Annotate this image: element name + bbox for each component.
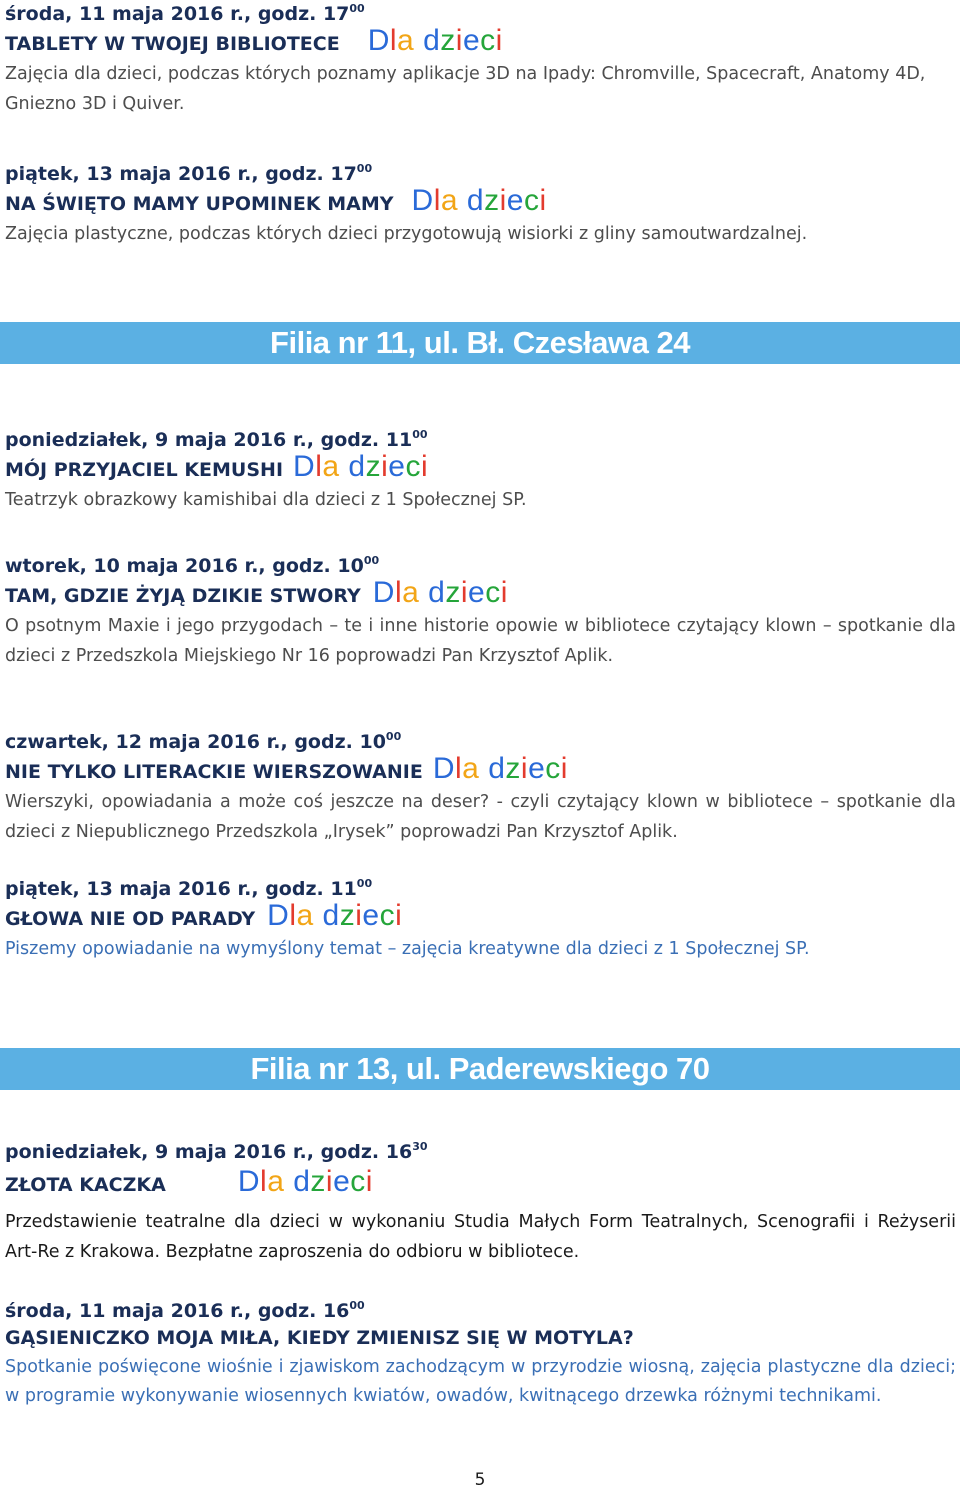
event-swieto-mamy [5, 162, 956, 249]
event-description: Zajęcia dla dzieci, podczas których poznamy aplikacje 3D na Ipady: Chromville, Spacecraft, Anatomy 4D, Gniezno 3D i Quiver. [5, 64, 926, 114]
event-gasieniczko [5, 1299, 956, 1411]
page-number: 5 [474, 1470, 486, 1490]
event-title: NIE TYLKO LITERACKIE WIERSZOWANIE Dla dzieci [5, 752, 568, 785]
event-date: środa, 11 maja 2016 r., godz. $17^{00}$ [5, 2, 365, 25]
event-wierszowanie [5, 730, 956, 847]
event-date: środa, 11 maja 2016 r., godz. $16^{00}$ [5, 1299, 365, 1322]
event-description: Teatrzyk obrazkowy kamishibai dla dzieci z 1 Społecznej SP. [5, 490, 527, 510]
event-description: Spotkanie poświęcone wiośnie i zjawiskom zachodzącym w przyrodzie wiosną, zajęcia plastyczne dla dzieci; w programie wykonywanie wiosennych kwiatów, owadów, kwitnącego drzewka różnymi technikami. [5, 1357, 956, 1406]
event-description: Zajęcia plastyczne, podczas których dzieci przygotowują wisiorki z gliny samoutwardzalnej. [5, 224, 808, 244]
event-title: NA ŚWIĘTO MAMY UPOMINEK MAMY Dla dzieci [5, 184, 547, 217]
event-description: Piszemy opowiadanie na wymyślony temat – zajęcia kreatywne dla dzieci z 1 Społecznej SP. [5, 939, 810, 959]
event-description: O psotnym Maxie i jego przygodach – te i inne historie opowie w bibliotece czytający klown – spotkanie dla dzieci z Przedszkola Miejskiego Nr 16 poprowadzi Pan Krzysztof Aplik. [5, 616, 956, 666]
event-zlota-kaczka [5, 1140, 956, 1267]
event-date: poniedziałek, 9 maja 2016 r., godz. $16^{30}$ [5, 1140, 428, 1163]
dla-dzieci-badge: Dla dzieci [432, 752, 568, 785]
section-banner-filia-11: Filia nr 11, ul. Bł. Czesława 24 [0, 322, 960, 364]
dla-dzieci-badge: Dla dzieci [237, 1165, 373, 1198]
section-banner-filia-13: Filia nr 13, ul. Paderewskiego 70 [0, 1048, 960, 1090]
dla-dzieci-badge: Dla dzieci [367, 24, 503, 57]
event-date: poniedziałek, 9 maja 2016 r., godz. $11^{00}$ [5, 428, 428, 451]
event-dzikie-stwory [5, 554, 956, 671]
event-kemushi [5, 428, 956, 515]
event-tablety [5, 2, 956, 119]
event-title: TAM, GDZIE ŻYJĄ DZIKIE STWORY Dla dzieci [5, 576, 508, 609]
event-title: GŁOWA NIE OD PARADY Dla dzieci [5, 899, 403, 932]
event-glowa-nie-od-parady [5, 877, 956, 964]
dla-dzieci-badge: Dla dzieci [293, 450, 429, 483]
event-description: Wierszyki, opowiadania a może coś jeszcze na deser? - czyli czytający klown w bibliotece – spotkanie dla dzieci z Niepublicznego Przedszkola „Irysek” poprowadzi Pan Krzysztof Aplik. [5, 792, 956, 842]
event-date: czwartek, 12 maja 2016 r., godz. $10^{00}$ [5, 730, 402, 753]
event-title: ZŁOTA KACZKA Dla dzieci [5, 1165, 373, 1198]
event-description: Przedstawienie teatralne dla dzieci w wykonaniu Studia Małych Form Teatralnych, Scenografii i Reżyserii Art-Re z Krakowa. Bezpłatne zaproszenia do odbioru w bibliotece. [5, 1212, 956, 1262]
dla-dzieci-badge: Dla dzieci [372, 576, 508, 609]
event-title: TABLETY W TWOJEJ BIBLIOTECE Dla dzieci [5, 24, 503, 57]
event-date: piątek, 13 maja 2016 r., godz. $11^{00}$ [5, 877, 373, 900]
event-title: MÓJ PRZYJACIEL KEMUSHI Dla dzieci [5, 450, 429, 483]
event-date: wtorek, 10 maja 2016 r., godz. $10^{00}$ [5, 554, 380, 577]
dla-dzieci-badge: Dla dzieci [267, 899, 403, 932]
event-title: GĄSIENICZKO MOJA MIŁA, KIEDY ZMIENISZ SIĘ W MOTYLA? [5, 1327, 634, 1349]
event-date: piątek, 13 maja 2016 r., godz. $17^{00}$ [5, 162, 373, 185]
dla-dzieci-badge: Dla dzieci [411, 184, 547, 217]
